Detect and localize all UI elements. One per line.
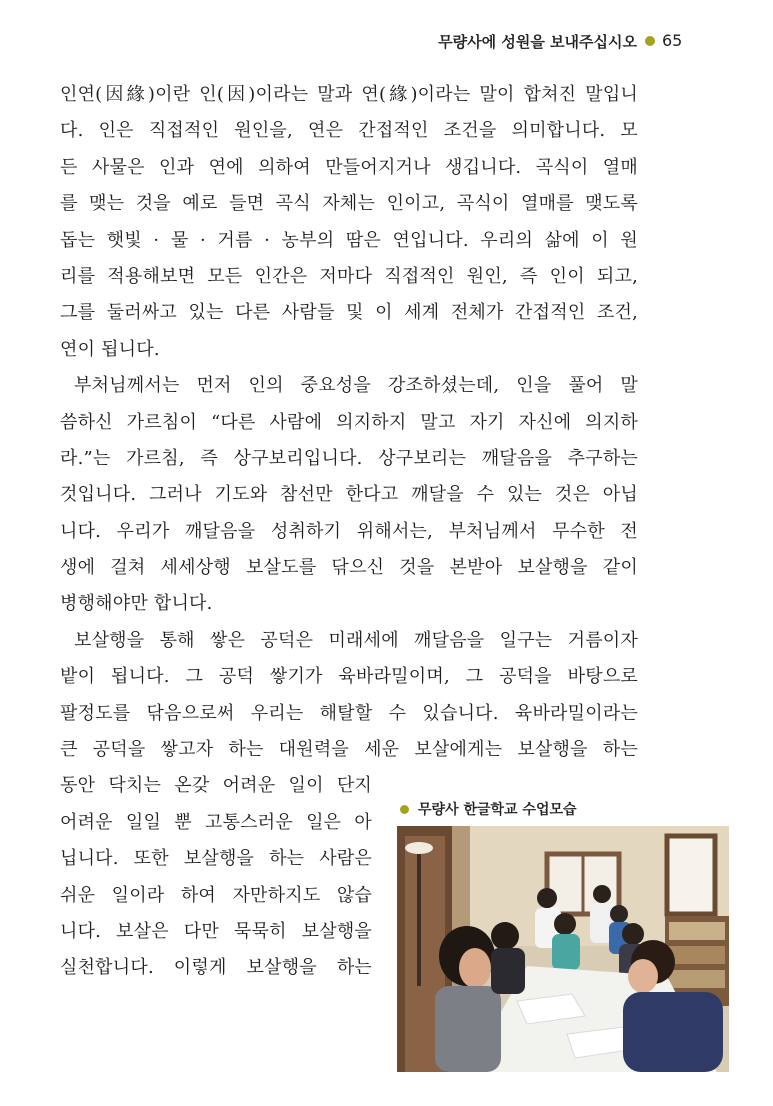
figure-caption-text: 무량사 한글학교 수업모습 <box>418 802 577 818</box>
text-line: 쉬운 일이라 하여 자만하지도 않습 <box>60 884 372 906</box>
classroom-photo-illustration <box>397 826 729 1072</box>
text-line: 다. 인은 직접적인 원인을, 연은 간접적인 조건을 의미합니다. 모 <box>60 120 638 142</box>
text-line: 것입니다. 그러나 기도와 참선만 한다고 깨달을 수 있는 것은 아닙 <box>60 484 638 506</box>
text-line: 큰 공덕을 쌓고자 하는 대원력을 세운 보살에게는 보살행을 하는 <box>60 739 638 761</box>
text-line: 니다. 보살은 다만 묵묵히 보살행을 <box>60 920 372 942</box>
classroom-photo <box>397 826 729 1072</box>
text-line: 그를 둘러싸고 있는 다른 사람들 및 이 세계 전체가 간접적인 조건, <box>60 302 638 324</box>
text-line: 부처님께서는 먼저 인의 중요성을 강조하셨는데, 인을 풀어 말 <box>74 375 638 397</box>
text-line: 리를 적용해보면 모든 인간은 저마다 직접적인 원인, 즉 인이 되고, <box>60 265 638 287</box>
text-line: 어려운 일일 뿐 고통스러운 일은 아 <box>60 811 372 833</box>
text-line: 실천합니다. 이렇게 보살행을 하는 <box>60 957 372 979</box>
running-title: 무량사에 성원을 보내주십시오 <box>438 32 637 51</box>
text-line: 돕는 햇빛 · 물 · 거름 · 농부의 땀은 연입니다. 우리의 삶에 이 원 <box>60 229 638 251</box>
header-bullet-icon <box>645 36 655 46</box>
text-line: 보살행을 통해 쌓은 공덕은 미래세에 깨달음을 일구는 거름이자 <box>74 629 638 651</box>
running-header <box>438 30 655 52</box>
text-line: 팔정도를 닦음으로써 우리는 해탈할 수 있습니다. 육바라밀이라는 <box>60 702 638 724</box>
text-line: 인연(因緣)이란 인(因)이라는 말과 연(緣)이라는 말이 합쳐진 말입니 <box>60 84 638 105</box>
text-line: 동안 닥치는 온갖 어려운 일이 단지 <box>60 775 372 797</box>
text-line: 연이 됩니다. <box>60 338 160 360</box>
caption-bullet-icon <box>400 805 409 814</box>
text-line: 를 맺는 것을 예로 들면 곡식 자체는 인이고, 곡식이 열매를 맺도록 <box>60 193 638 215</box>
text-line: 씀하신 가르침이 “다른 사람에 의지하지 말고 자기 자신에 의지하 <box>60 411 638 433</box>
text-line: 밭이 됩니다. 그 공덕 쌓기가 육바라밀이며, 그 공덕을 바탕으로 <box>60 666 638 688</box>
text-line: 생에 걸쳐 세세상행 보살도를 닦으신 것을 본받아 보살행을 같이 <box>60 557 638 579</box>
figure-caption <box>400 798 577 820</box>
text-line: 라.”는 가르침, 즉 상구보리입니다. 상구보리는 깨달음을 추구하는 <box>60 447 638 469</box>
page-number: 65 <box>662 31 683 50</box>
text-line: 든 사물은 인과 연에 의하여 만들어지거나 생깁니다. 곡식이 열매 <box>60 156 638 178</box>
text-line: 닙니다. 또한 보살행을 하는 사람은 <box>60 848 372 870</box>
text-line: 병행해야만 합니다. <box>60 593 213 615</box>
text-line: 니다. 우리가 깨달음을 성취하기 위해서는, 부처님께서 무수한 전 <box>60 520 638 542</box>
